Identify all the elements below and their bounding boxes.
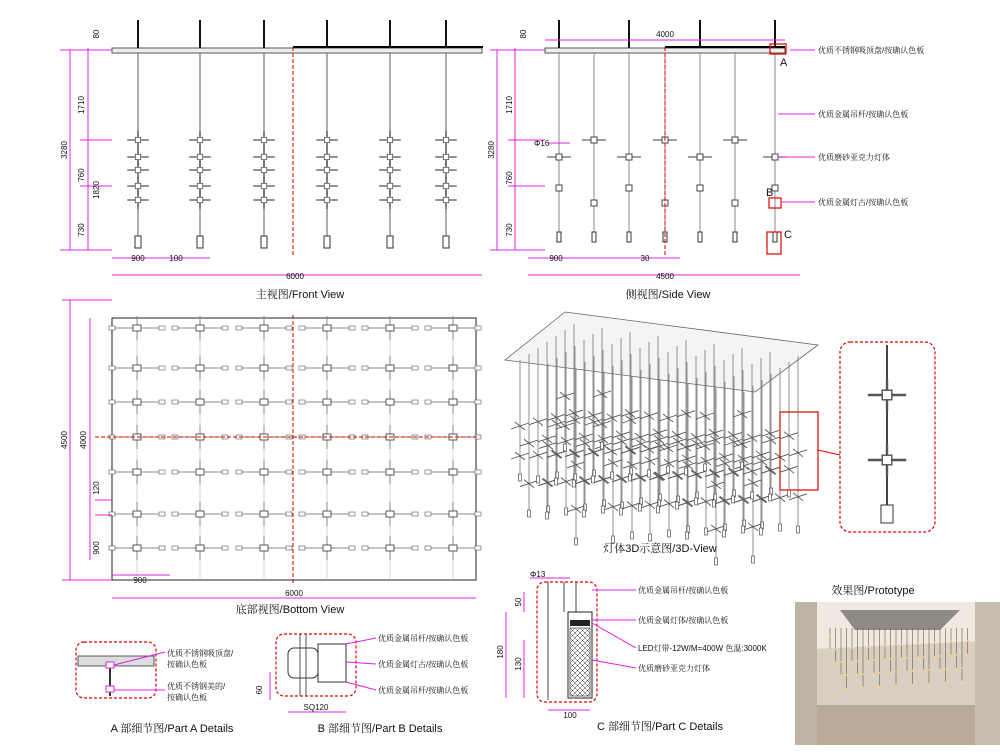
- front-dim-total: 3280: [60, 141, 69, 159]
- front-dim-spacing: 900: [131, 254, 145, 263]
- front-dim-gap: 100: [169, 254, 183, 263]
- front-view-caption: 主视图/Front View: [255, 289, 345, 301]
- part-c-dim-width: 100: [563, 711, 577, 720]
- front-dim-top: 80: [92, 29, 101, 39]
- prototype: [795, 583, 1000, 745]
- side-dim-spacing: 900: [549, 254, 563, 263]
- part-c-dim-dia: Φ13: [530, 570, 546, 579]
- part-b-caption: B 部细节图/Part B Details: [317, 723, 443, 735]
- front-dim-upper: 1710: [77, 96, 86, 114]
- side-note-4: 优质金属灯古/按确认色板: [818, 198, 909, 207]
- side-note-3: 优质磨砂亚克力灯体: [818, 153, 890, 162]
- front-dim-mid2: 1820: [92, 181, 101, 199]
- part-c-caption: C 部细节图/Part C Details: [597, 721, 723, 733]
- bottom-dim-width: 6000: [285, 589, 303, 598]
- part-b-note-1: 优质金属吊杆/按确认色板: [378, 634, 469, 643]
- front-rods: [127, 20, 457, 248]
- side-view: [487, 20, 924, 301]
- bottom-view-caption: 底部视图/Bottom View: [235, 604, 345, 616]
- bottom-dim-col: 900: [133, 576, 147, 585]
- side-dim-top: 80: [519, 29, 528, 39]
- side-dim-width: 4500: [656, 272, 674, 281]
- part-a-note-3: 优质不锈钢美的/: [167, 682, 226, 691]
- part-a-caption: A 部细节图/Part A Details: [110, 723, 234, 735]
- front-dim-mid: 760: [77, 168, 86, 182]
- bottom-view: [60, 300, 481, 616]
- side-dim-low: 730: [505, 223, 514, 237]
- side-dim-top-width: 4000: [656, 30, 674, 39]
- part-c-note-2: 优质金属灯体/按确认色板: [638, 616, 729, 625]
- part-c-note-4: 优质磨砂亚克力灯体: [638, 664, 710, 673]
- front-view: [60, 20, 483, 301]
- prototype-caption: 效果图/Prototype: [831, 585, 915, 597]
- 3d-view: [505, 312, 935, 565]
- part-b-dim-sq: SQ120: [303, 703, 329, 712]
- side-label-c: C: [784, 229, 792, 241]
- 3d-highlight-box: [780, 412, 818, 490]
- side-view-caption: 侧视图/Side View: [625, 289, 711, 301]
- part-a-note-2: 按确认色板: [167, 660, 207, 669]
- part-b-note-2: 优质金属灯古/按确认色板: [378, 660, 469, 669]
- front-dim-width: 6000: [286, 272, 304, 281]
- side-label-a: A: [780, 57, 788, 69]
- front-dim-low: 730: [77, 223, 86, 237]
- part-c-note-3: LED灯带-12W/M=400W 色温:3000K: [638, 644, 767, 653]
- part-a: [76, 642, 234, 735]
- side-note-1: 优质不锈钢吸顶盘/按确认色板: [818, 46, 925, 55]
- bottom-dim-row: 900: [92, 541, 101, 555]
- bottom-dim-outer: 4500: [60, 431, 69, 449]
- side-dim-mid: 760: [505, 171, 514, 185]
- part-b-note-3: 优质金属吊杆/按确认色板: [378, 686, 469, 695]
- bottom-frame: [112, 318, 476, 580]
- part-c-dim-mid: 180: [496, 645, 505, 659]
- bottom-dim-inner: 4000: [79, 431, 88, 449]
- part-a-note-4: 按确认色板: [167, 693, 207, 702]
- side-dim-total: 3280: [487, 141, 496, 159]
- side-note-2: 优质金属吊杆/按确认色板: [818, 110, 909, 119]
- part-c-dim-low: 130: [514, 657, 523, 671]
- part-b: [255, 633, 468, 735]
- part-c: [496, 570, 767, 733]
- side-dim-dia: Φ16: [534, 139, 550, 148]
- side-dim-gap: 30: [640, 254, 650, 263]
- side-label-b: B: [766, 187, 774, 199]
- front-ceiling-plate: [112, 48, 482, 53]
- part-b-dim-h: 60: [255, 685, 264, 695]
- part-a-note-1: 优质不锈钢吸顶盘/: [167, 649, 234, 658]
- part-c-dim-top: 50: [514, 597, 523, 607]
- bottom-dim-small: 120: [92, 481, 101, 495]
- side-dim-upper: 1710: [505, 96, 514, 114]
- 3d-view-caption: 灯体3D示意图/3D-View: [603, 543, 717, 555]
- part-c-note-1: 优质金属吊杆/按确认色板: [638, 586, 729, 595]
